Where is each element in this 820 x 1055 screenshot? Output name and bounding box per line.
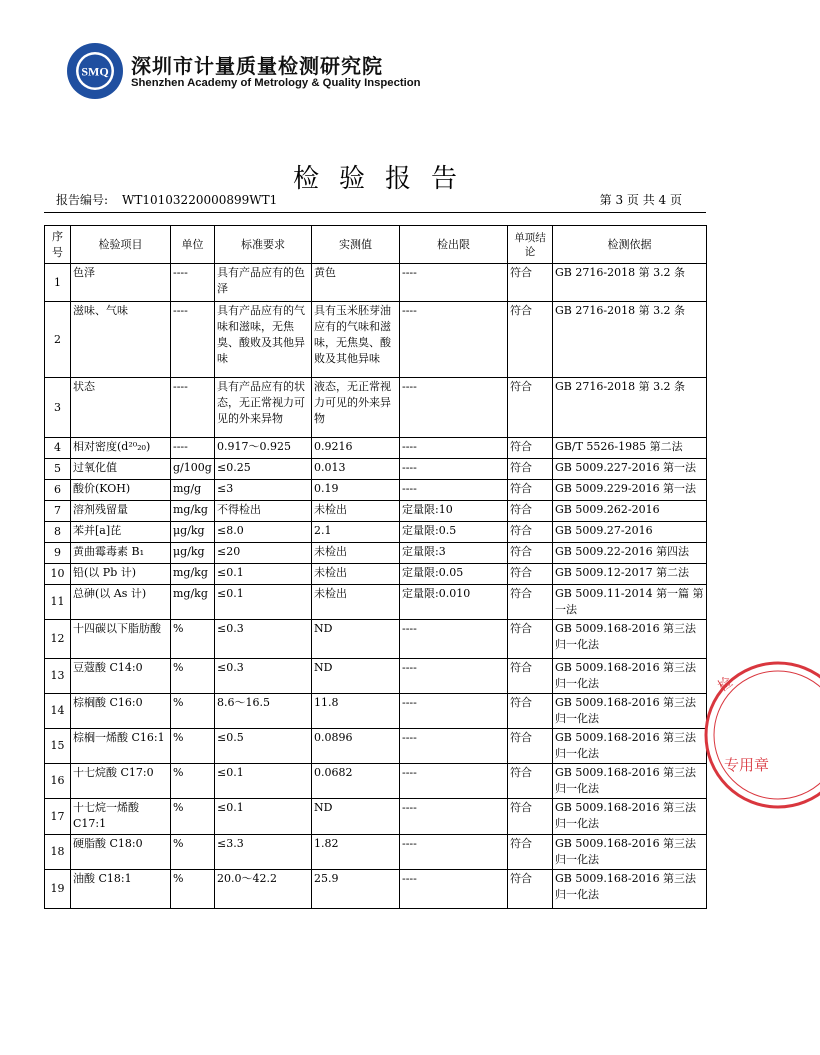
row-value: 2.1 [312, 522, 400, 543]
row-result: 符合 [508, 501, 553, 522]
table-row [45, 438, 707, 459]
row-item: 硬脂酸 C18:0 [71, 835, 171, 870]
table-row [45, 729, 707, 764]
row-item: 滋味、气味 [71, 302, 171, 378]
row-item: 十七烷酸 C17:0 [71, 764, 171, 799]
row-limit: ---- [400, 764, 508, 799]
table-row [45, 799, 707, 835]
table-row [45, 264, 707, 302]
row-unit: % [171, 764, 215, 799]
row-unit: % [171, 870, 215, 909]
svg-text:检: 检 [715, 674, 736, 696]
row-limit: ---- [400, 835, 508, 870]
row-value: 液态，无正常视力可见的外来异物 [312, 378, 400, 438]
row-result: 符合 [508, 459, 553, 480]
page-info: 第 3 页 共 4 页 [599, 193, 682, 207]
row-result: 符合 [508, 438, 553, 459]
row-requirement: 具有产品应有的色泽 [215, 264, 312, 302]
row-limit: ---- [400, 302, 508, 378]
row-no: 19 [45, 870, 71, 909]
header-no: 序号 [45, 226, 71, 264]
row-requirement: ≤0.25 [215, 459, 312, 480]
row-requirement: ≤0.5 [215, 729, 312, 764]
table-row [45, 459, 707, 480]
row-value: 0.013 [312, 459, 400, 480]
header-value: 实测值 [312, 226, 400, 264]
row-item: 过氧化值 [71, 459, 171, 480]
row-no: 2 [45, 302, 71, 378]
row-item: 十四碳以下脂肪酸 [71, 620, 171, 659]
row-no: 7 [45, 501, 71, 522]
row-unit: % [171, 799, 215, 835]
row-no: 3 [45, 378, 71, 438]
table-row [45, 564, 707, 585]
row-method: GB/T 5526-1985 第二法 [553, 438, 707, 459]
row-method: GB 5009.168-2016 第三法 归一化法 [553, 764, 707, 799]
row-value: 0.0896 [312, 729, 400, 764]
row-requirement: ≤0.1 [215, 799, 312, 835]
row-requirement: 20.0～42.2 [215, 870, 312, 909]
table-row [45, 694, 707, 729]
header-requirement: 标准要求 [215, 226, 312, 264]
row-item: 相对密度(d²⁰₂₀) [71, 438, 171, 459]
row-value: 1.82 [312, 835, 400, 870]
row-method: GB 5009.168-2016 第三法 归一化法 [553, 659, 707, 694]
row-item: 油酸 C18:1 [71, 870, 171, 909]
table-row [45, 870, 707, 909]
page-title: 检验报告 [292, 164, 477, 194]
row-result: 符合 [508, 585, 553, 620]
row-method: GB 5009.227-2016 第一法 [553, 459, 707, 480]
logo-text: SMQ [81, 64, 109, 79]
row-item: 棕榈酸 C16:0 [71, 694, 171, 729]
row-result: 符合 [508, 835, 553, 870]
table-row [45, 764, 707, 799]
row-method: GB 2716-2018 第 3.2 条 [553, 302, 707, 378]
row-result: 符合 [508, 522, 553, 543]
row-limit: 定量限:3 [400, 543, 508, 564]
row-unit: ---- [171, 264, 215, 302]
row-limit: 定量限:0.5 [400, 522, 508, 543]
row-result: 符合 [508, 659, 553, 694]
row-unit: ---- [171, 378, 215, 438]
row-no: 15 [45, 729, 71, 764]
table-header-row [45, 226, 707, 264]
smq-logo [66, 42, 124, 100]
row-unit: ---- [171, 438, 215, 459]
row-value: 未检出 [312, 585, 400, 620]
row-no: 5 [45, 459, 71, 480]
header-result: 单项结论 [508, 226, 553, 264]
table-row [45, 835, 707, 870]
row-item: 棕榈一烯酸 C16:1 [71, 729, 171, 764]
row-no: 12 [45, 620, 71, 659]
row-method: GB 5009.27-2016 [553, 522, 707, 543]
row-no: 9 [45, 543, 71, 564]
row-no: 16 [45, 764, 71, 799]
row-result: 符合 [508, 764, 553, 799]
row-item: 总砷(以 As 计) [71, 585, 171, 620]
table-row [45, 302, 707, 378]
table-row [45, 480, 707, 501]
row-unit: % [171, 835, 215, 870]
row-unit: ---- [171, 302, 215, 378]
row-value: ND [312, 620, 400, 659]
inspection-table [44, 225, 707, 909]
row-value: ND [312, 799, 400, 835]
row-method: GB 5009.229-2016 第一法 [553, 480, 707, 501]
row-item: 苯并[a]芘 [71, 522, 171, 543]
row-value: 具有玉米胚芽油应有的气味和滋味，无焦臭、酸败及其他异味 [312, 302, 400, 378]
table-row [45, 620, 707, 659]
row-unit: % [171, 620, 215, 659]
row-no: 4 [45, 438, 71, 459]
row-limit: ---- [400, 459, 508, 480]
svg-text:专用章: 专用章 [724, 756, 770, 774]
table-row [45, 522, 707, 543]
table-row [45, 585, 707, 620]
row-limit: ---- [400, 378, 508, 438]
row-requirement: ≤0.3 [215, 659, 312, 694]
row-method: GB 2716-2018 第 3.2 条 [553, 264, 707, 302]
row-method: GB 5009.168-2016 第三法 归一化法 [553, 799, 707, 835]
table-row [45, 659, 707, 694]
report-number-value: WT10103220000899WT1 [122, 193, 278, 207]
row-limit: ---- [400, 799, 508, 835]
row-value: 未检出 [312, 501, 400, 522]
row-unit: mg/kg [171, 564, 215, 585]
row-item: 黄曲霉毒素 B₁ [71, 543, 171, 564]
row-value: 黄色 [312, 264, 400, 302]
row-requirement: 0.917～0.925 [215, 438, 312, 459]
row-result: 符合 [508, 694, 553, 729]
row-unit: mg/kg [171, 585, 215, 620]
row-result: 符合 [508, 620, 553, 659]
row-no: 18 [45, 835, 71, 870]
row-limit: ---- [400, 659, 508, 694]
row-unit: % [171, 659, 215, 694]
row-method: GB 5009.12-2017 第二法 [553, 564, 707, 585]
row-limit: 定量限:10 [400, 501, 508, 522]
row-no: 17 [45, 799, 71, 835]
row-unit: % [171, 694, 215, 729]
header-item: 检验项目 [71, 226, 171, 264]
row-item: 状态 [71, 378, 171, 438]
row-no: 13 [45, 659, 71, 694]
row-item: 酸价(KOH) [71, 480, 171, 501]
report-number [56, 191, 277, 208]
row-limit: ---- [400, 264, 508, 302]
official-stamp [700, 640, 820, 840]
row-method: GB 5009.168-2016 第三法 归一化法 [553, 729, 707, 764]
row-requirement: 具有产品应有的气味和滋味，无焦臭、酸败及其他异味 [215, 302, 312, 378]
row-limit: ---- [400, 729, 508, 764]
row-limit: 定量限:0.05 [400, 564, 508, 585]
table-row [45, 543, 707, 564]
row-unit: g/100g [171, 459, 215, 480]
row-no: 14 [45, 694, 71, 729]
row-value: ND [312, 659, 400, 694]
row-unit: mg/kg [171, 501, 215, 522]
table-row [45, 501, 707, 522]
row-method: GB 5009.11-2014 第一篇 第一法 [553, 585, 707, 620]
row-result: 符合 [508, 302, 553, 378]
row-value: 0.19 [312, 480, 400, 501]
row-value: 11.8 [312, 694, 400, 729]
row-result: 符合 [508, 543, 553, 564]
row-method: GB 5009.168-2016 第三法 归一化法 [553, 835, 707, 870]
row-result: 符合 [508, 480, 553, 501]
row-requirement: 不得检出 [215, 501, 312, 522]
row-method: GB 5009.262-2016 [553, 501, 707, 522]
row-requirement: ≤0.1 [215, 585, 312, 620]
org-name-cn: 深圳市计量质量检测研究院 [131, 54, 383, 78]
row-method: GB 5009.168-2016 第三法 归一化法 [553, 870, 707, 909]
row-limit: ---- [400, 870, 508, 909]
row-method: GB 5009.22-2016 第四法 [553, 543, 707, 564]
row-method: GB 5009.168-2016 第三法 归一化法 [553, 620, 707, 659]
row-limit: 定量限:0.010 [400, 585, 508, 620]
row-item: 铅(以 Pb 计) [71, 564, 171, 585]
row-requirement: ≤3 [215, 480, 312, 501]
row-item: 色泽 [71, 264, 171, 302]
row-no: 11 [45, 585, 71, 620]
row-no: 6 [45, 480, 71, 501]
row-no: 1 [45, 264, 71, 302]
row-result: 符合 [508, 564, 553, 585]
row-limit: ---- [400, 480, 508, 501]
row-method: GB 2716-2018 第 3.2 条 [553, 378, 707, 438]
row-limit: ---- [400, 438, 508, 459]
row-unit: μg/kg [171, 543, 215, 564]
row-requirement: ≤0.1 [215, 764, 312, 799]
header-unit: 单位 [171, 226, 215, 264]
row-no: 10 [45, 564, 71, 585]
header-method: 检测依据 [553, 226, 707, 264]
row-value: 0.9216 [312, 438, 400, 459]
row-method: GB 5009.168-2016 第三法 归一化法 [553, 694, 707, 729]
row-value: 0.0682 [312, 764, 400, 799]
row-requirement: ≤8.0 [215, 522, 312, 543]
org-name-en: Shenzhen Academy of Metrology & Quality Inspection [131, 77, 421, 89]
row-requirement: ≤0.1 [215, 564, 312, 585]
row-requirement: ≤3.3 [215, 835, 312, 870]
row-no: 8 [45, 522, 71, 543]
header-limit: 检出限 [400, 226, 508, 264]
row-item: 十七烷一烯酸 C17:1 [71, 799, 171, 835]
row-unit: μg/kg [171, 522, 215, 543]
report-number-label: 报告编号: [56, 193, 109, 207]
row-result: 符合 [508, 729, 553, 764]
row-result: 符合 [508, 378, 553, 438]
row-requirement: ≤20 [215, 543, 312, 564]
row-item: 豆蔻酸 C14:0 [71, 659, 171, 694]
row-result: 符合 [508, 799, 553, 835]
table-row [45, 378, 707, 438]
row-limit: ---- [400, 694, 508, 729]
row-unit: % [171, 729, 215, 764]
header-rule [44, 212, 706, 213]
row-result: 符合 [508, 264, 553, 302]
row-requirement: 具有产品应有的状态，无正常视力可见的外来异物 [215, 378, 312, 438]
row-result: 符合 [508, 870, 553, 909]
row-value: 未检出 [312, 564, 400, 585]
row-value: 25.9 [312, 870, 400, 909]
row-value: 未检出 [312, 543, 400, 564]
row-item: 溶剂残留量 [71, 501, 171, 522]
row-unit: mg/g [171, 480, 215, 501]
row-requirement: ≤0.3 [215, 620, 312, 659]
row-limit: ---- [400, 620, 508, 659]
row-requirement: 8.6～16.5 [215, 694, 312, 729]
